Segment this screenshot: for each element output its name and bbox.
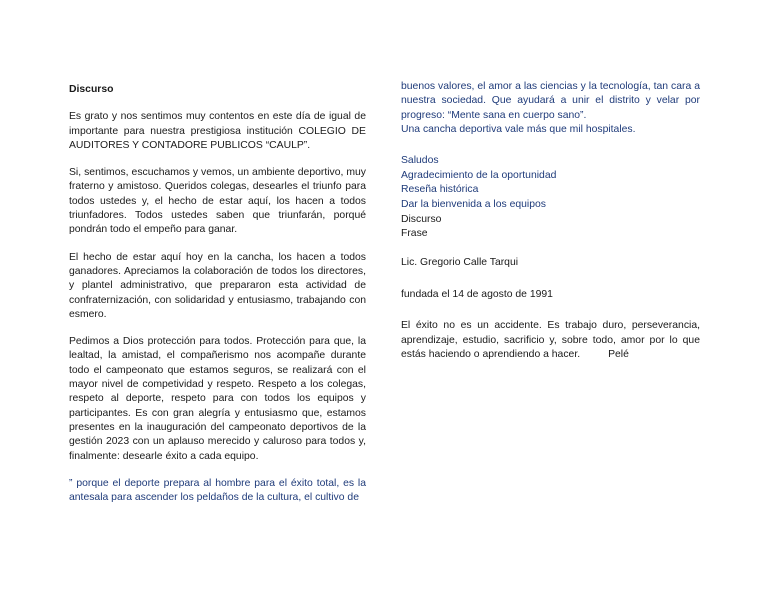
left-column xyxy=(69,80,366,505)
agenda-item: Reseña histórica xyxy=(401,184,479,196)
agenda-item: Saludos xyxy=(401,155,439,167)
agenda-item: Agradecimiento de la oportunidad xyxy=(401,169,557,181)
paragraph-hospitals: Una cancha deportiva vale más que mil hospitales. xyxy=(401,123,636,135)
quote-author: Pelé xyxy=(608,348,629,360)
paragraph-prayer: Pedimos a Dios protección para todos. Protección para que, la lealtad, la amistad, el compañerismo nos acompañe durante todo el campeonato que estamos seguros, se realizará con el mayor nivel de competividad y respeto. Respeto a los colegas, respeto al deporte, respeto para con todos los equipos y participantes. Es con gran alegría y entusiasmo que, estamos presentes en la inauguración del campeonato deportivos de la gestión 2023 con un aplauso merecido y caluroso para todos y, finalmente: desearle éxito a cada equipo. xyxy=(69,336,366,462)
right-column xyxy=(401,80,700,362)
paragraph-sport-quote: ” porque el deporte prepara al hombre para el éxito total, es la antesala para ascender los peldaños de la cultura, el cultivo de xyxy=(69,477,366,504)
closing-quote xyxy=(401,319,700,362)
founded-date: fundada el 14 de agosto de 1991 xyxy=(401,289,553,301)
speech-title: Discurso xyxy=(69,84,114,95)
agenda-item: Discurso xyxy=(401,213,442,225)
agenda-item: Frase xyxy=(401,228,428,240)
paragraph-continuation: buenos valores, el amor a las ciencias y la tecnología, tan cara a nuestra sociedad. Que ayudará a unir el distrito y velar por progreso: “Mente sana en cuerpo sano”. xyxy=(401,81,700,121)
agenda-item: Dar la bienvenida a los equipos xyxy=(401,198,546,210)
paragraph-intro: Es grato y nos sentimos muy contentos en este día de igual de importante para nuestra prestigiosa institución COLEGIO DE AUDITORES Y CONTADORE PUBLICOS “CAULP”. xyxy=(69,111,366,151)
quote-text: El éxito no es un accidente. Es trabajo duro, perseverancia, aprendizaje, estudio, sacrificio y, sobre todo, amor por lo que estás haciendo o aprendiendo a hacer. xyxy=(401,320,700,360)
paragraph-gratitude: El hecho de estar aquí hoy en la cancha, los hacen a todos ganadores. Apreciamos la colaboración de todos los directores, y plantel administrativo, que prepararon esta actividad de confraternización, con solidaridad y entusiasmo, trabajando con esmero. xyxy=(69,251,366,320)
signature: Lic. Gregorio Calle Tarqui xyxy=(401,256,519,268)
agenda-list xyxy=(401,154,700,242)
paragraph-atmosphere: Si, sentimos, escuchamos y vemos, un ambiente deportivo, muy fraterno y amistoso. Queridos colegas, desearles el triunfo para todos ustedes y, el hecho de estar aquí, los hacen a todos triunfadores. Todos ustedes saben que triunfarán, porqué pondrán todo el empeño para ganar. xyxy=(69,167,366,236)
